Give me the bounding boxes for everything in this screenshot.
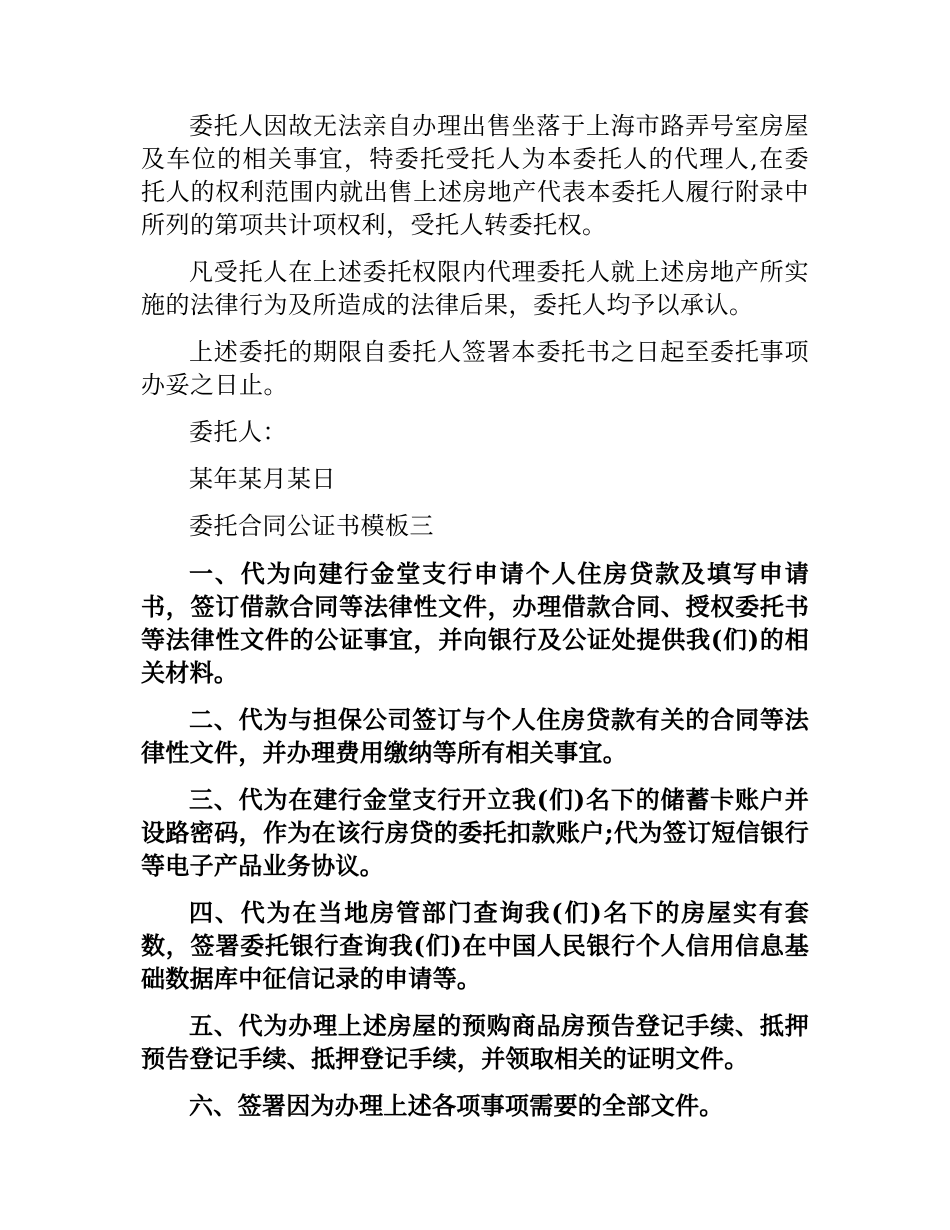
signature-date: 某年某月某日 <box>189 465 336 493</box>
clause-3: 三、代为在建行金堂支行开立我(们)名下的储蓄卡账户并设路密码，作为在该行房贷的委托扣款账户;代为签订短信银行等电子产品业务协议。 <box>141 785 809 880</box>
principal-signature-label: 委托人： <box>189 418 287 446</box>
paragraph-delegation-term: 上述委托的期限自委托人签署本委托书之日起至委托事项办妥之日止。 <box>141 338 809 399</box>
clause-1: 一、代为向建行金堂支行申请个人住房贷款及填写申请书，签订借款合同等法律性文件，办理借款合同、授权委托书等法律性文件的公证事宜，并向银行及公证处提供我(们)的相关材料。 <box>141 559 809 687</box>
paragraph-delegation-scope: 委托人因故无法亲自办理出售坐落于上海市路弄号室房屋及车位的相关事宜，特委托受托人为本委托人的代理人,在委托人的权利范围内就出售上述房地产代表本委托人履行附录中所列的第项共计项权利，受托人转委托权。 <box>141 112 809 239</box>
paragraph-legal-consequences: 凡受托人在上述委托权限内代理委托人就上述房地产所实施的法律行为及所造成的法律后果，委托人均予以承认。 <box>141 258 809 319</box>
clause-5: 五、代为办理上述房屋的预购商品房预告登记手续、抵押预告登记手续、抵押登记手续，并领取相关的证明文件。 <box>141 1011 809 1073</box>
document-body <box>141 110 809 1136</box>
clause-2: 二、代为与担保公司签订与个人住房贷款有关的合同等法律性文件，并办理费用缴纳等所有相关事宜。 <box>141 705 809 767</box>
clause-6: 六、签署因为办理上述各项事项需要的全部文件。 <box>189 1091 724 1120</box>
section-heading: 委托合同公证书模板三 <box>189 512 434 540</box>
clause-4: 四、代为在当地房管部门查询我(们)名下的房屋实有套数，签署委托银行查询我(们)在中国人民银行个人信用信息基础数据库中征信记录的申请等。 <box>141 898 809 993</box>
